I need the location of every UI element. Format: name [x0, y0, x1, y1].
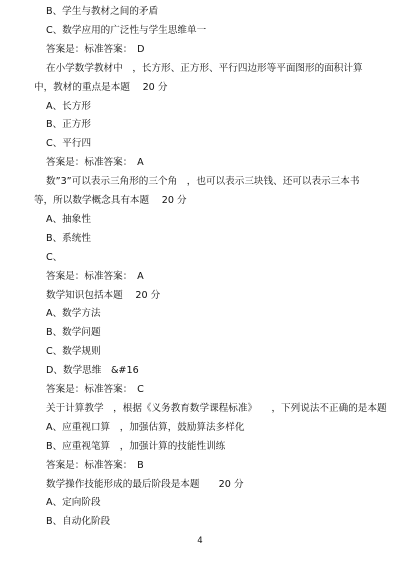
option-a-line: A、数学方法 — [46, 308, 101, 320]
option-c-line: C、数学规则 — [46, 346, 101, 358]
question-text-line: 在小学数学教材中 ，长方形、正方形、平行四边形等平面图形的面积计算 — [46, 62, 363, 74]
question-text-line: 关于计算教学 ，根据《义务教育数学课程标准》 ，下列说法不正确的是本题 — [46, 402, 387, 414]
option-b-line: B、学生与教材之间的矛盾 — [46, 6, 159, 17]
option-c-line: C、平行四 — [46, 138, 92, 150]
option-b-line: B、正方形 — [46, 119, 91, 131]
option-c-line: C、数学应用的广泛性与学生思维单一 — [46, 24, 207, 36]
question-text-line: 数”3”可以表示三角形的三个角 ，也可以表示三块钱、还可以表示三本书 — [46, 176, 360, 188]
option-d-line: D、数学思维 &#16 — [46, 365, 139, 377]
option-b-line: B、系统性 — [46, 232, 91, 244]
option-a-line: A、长方形 — [46, 100, 91, 112]
question-text-line: 数学知识包括本题 20 分 — [46, 289, 161, 301]
answer-line: 答案是：标准答案： C — [46, 384, 144, 395]
option-a-line: A、定向阶段 — [46, 497, 101, 509]
question-text-line: 数学操作技能形成的最后阶段是本题 20 分 — [46, 478, 244, 490]
answer-line: 答案是：标准答案： A — [46, 157, 144, 169]
option-b-line: B、数学问题 — [46, 327, 101, 339]
option-c-line: C、 — [46, 251, 63, 263]
answer-line: 答案是：标准答案： D — [46, 43, 145, 55]
option-a-line: A、抽象性 — [46, 213, 91, 225]
page-number: 4 — [197, 536, 203, 546]
question-text-line: 等，所以数学概念具有本题 20 分 — [34, 195, 187, 206]
answer-line: 答案是：标准答案： A — [46, 270, 144, 282]
option-b-line: B、自动化阶段 — [46, 516, 111, 528]
answer-line: 答案是：标准答案： B — [46, 459, 144, 471]
option-a-line: A、应重视口算 ，加强估算，鼓励算法多样化 — [46, 421, 245, 433]
option-b-line: B、应重视笔算 ，加强计算的技能性训练 — [46, 440, 226, 452]
question-text-line: 中，教材的重点是本题 20 分 — [34, 81, 168, 93]
